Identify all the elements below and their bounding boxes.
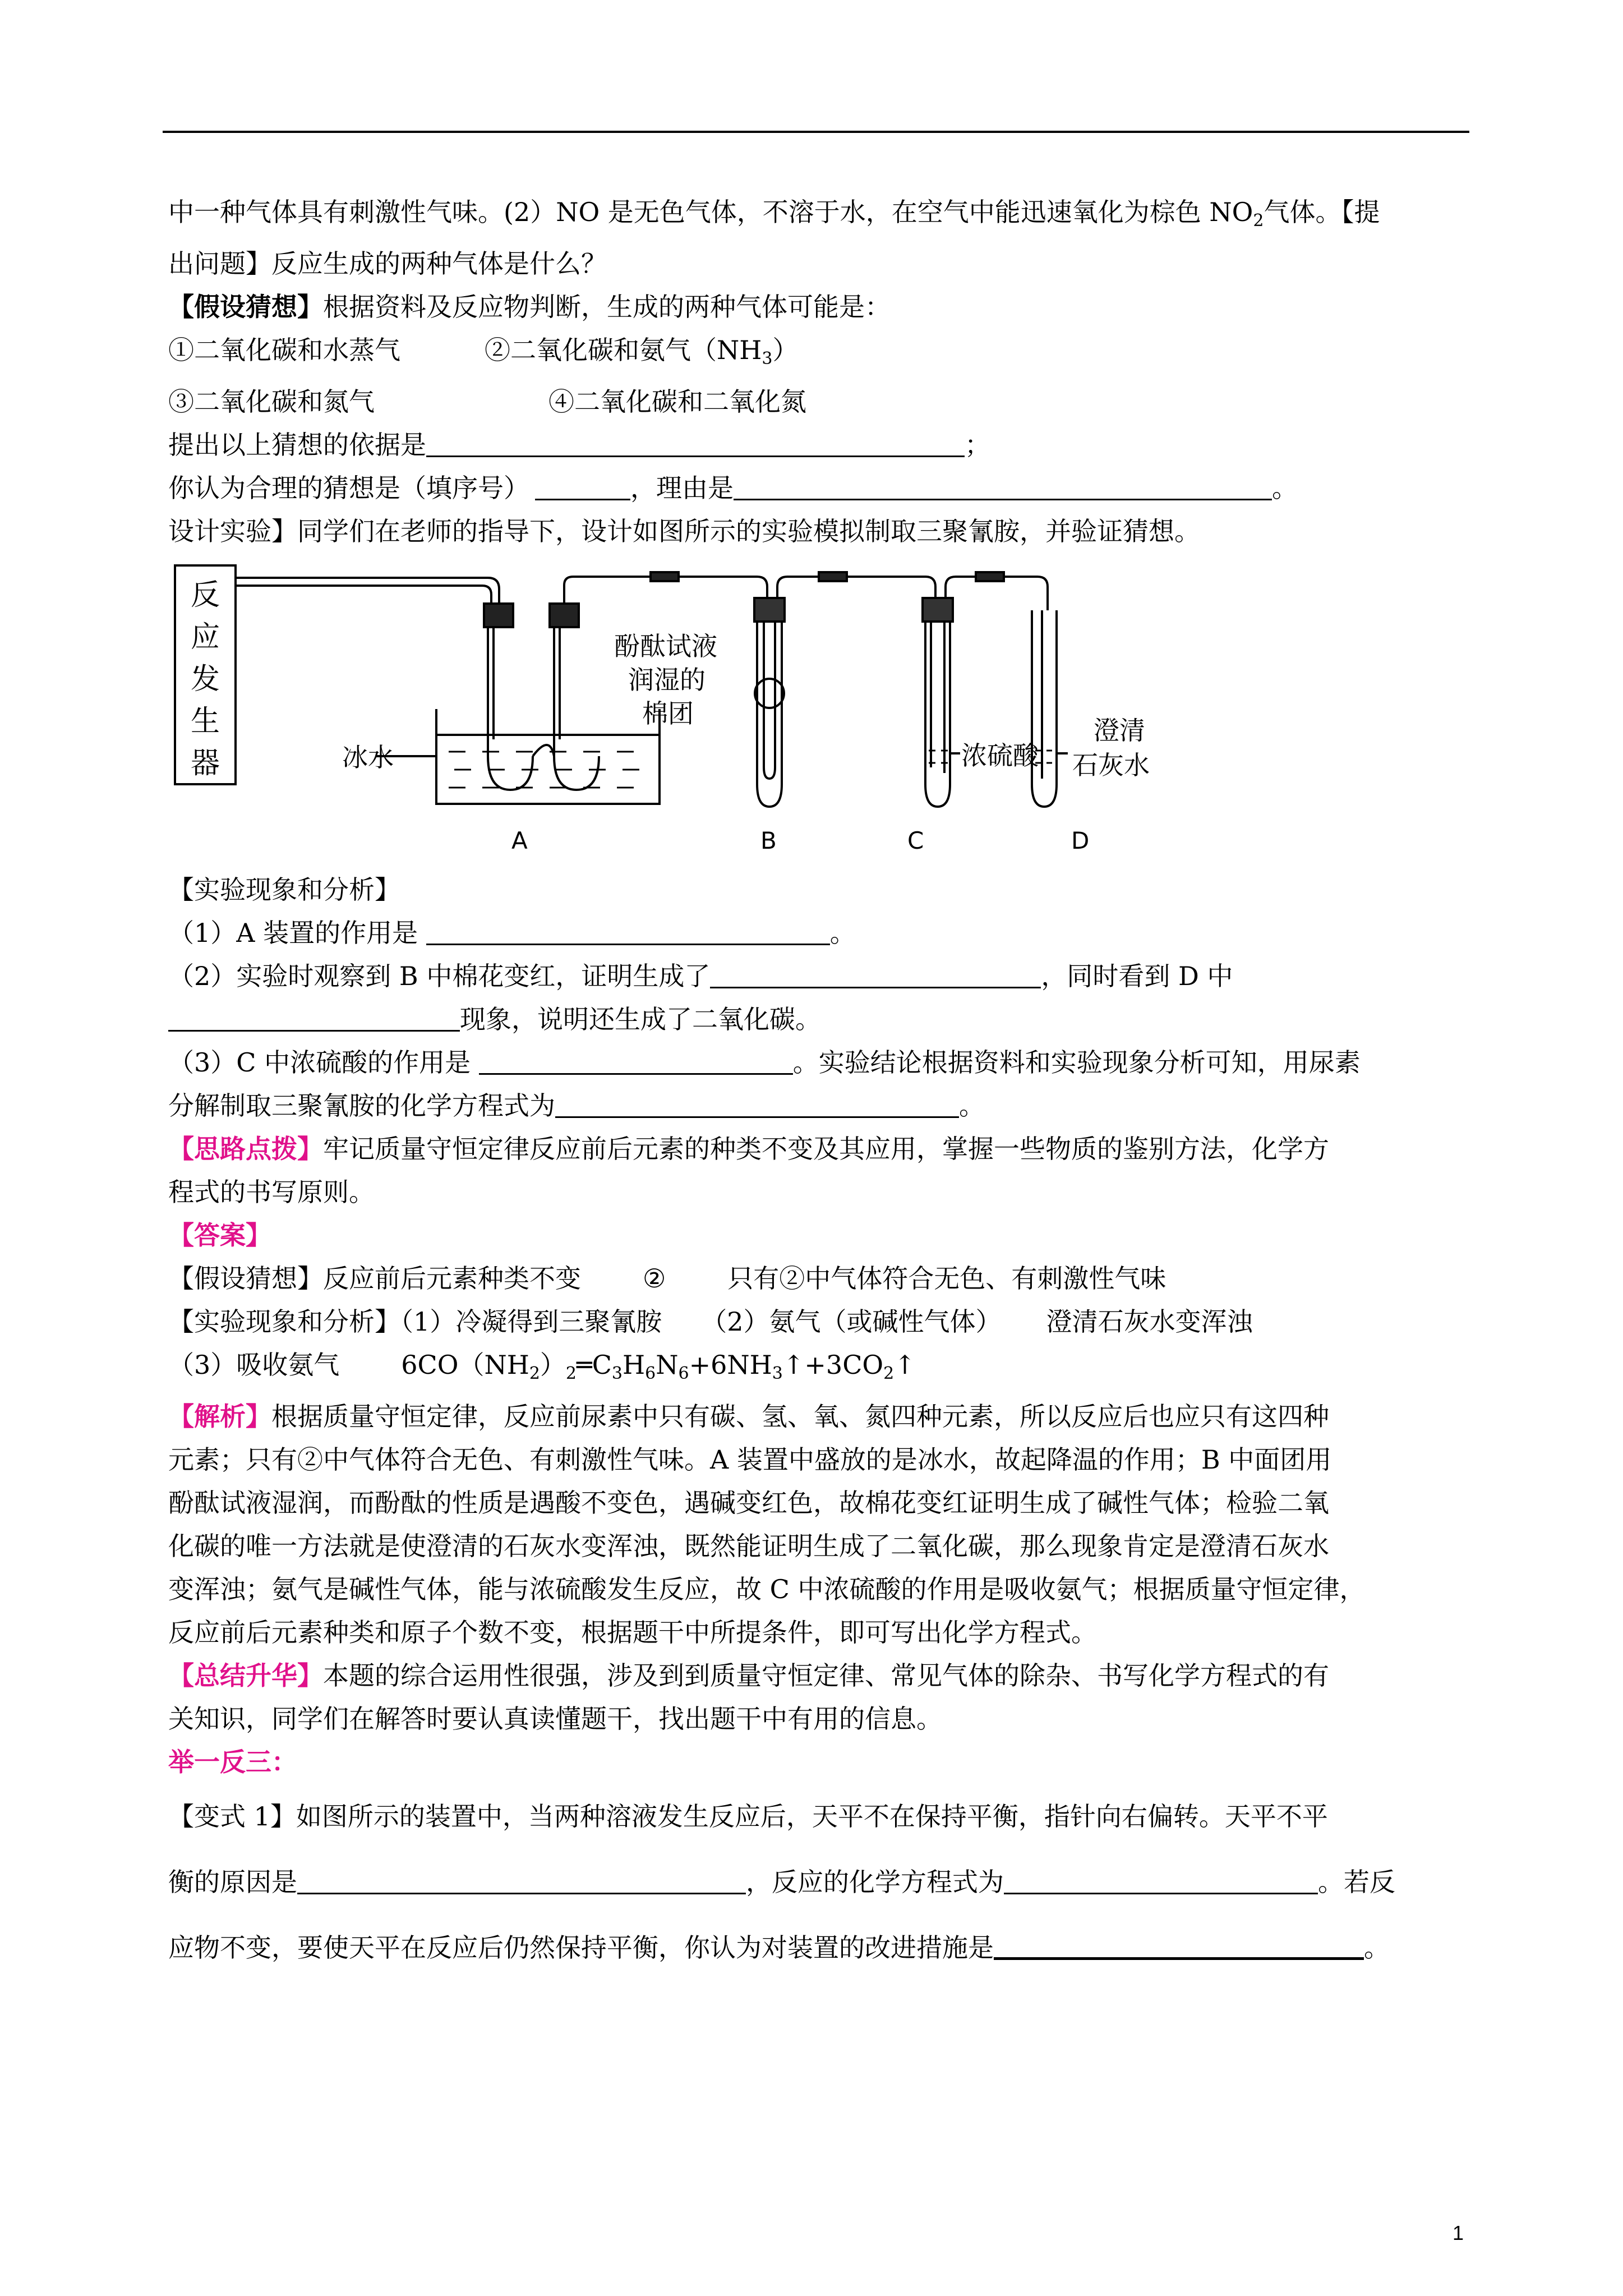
chemical-equation: $6CO(NH_2)_2═C_3H_6N_6+6NH_3↑+3CO_2↑$ — [401, 1350, 916, 1383]
variant-1-line-2: 衡的原因是 ，反应的化学方程式为 。若反 — [168, 1867, 1395, 1897]
apparatus-label-d: D — [1071, 827, 1090, 854]
tips-line-2: 程式的书写原则。 — [168, 1177, 375, 1207]
phenol-label: 润湿的 — [628, 665, 706, 695]
header-rule — [163, 131, 1469, 133]
limewater-label: 澄清 — [1094, 715, 1145, 746]
hypothesis-options-2 — [168, 380, 1475, 424]
answer-blank[interactable] — [168, 1005, 460, 1032]
analysis-title: 【实验现象和分析】 — [168, 875, 400, 905]
generator-char: 器 — [191, 747, 220, 780]
limewater-label: 石灰水 — [1072, 750, 1150, 780]
generator-char: 反 — [191, 578, 220, 612]
answer-title: 【答案】 — [168, 1220, 271, 1250]
phenol-label: 酚酞试液 — [614, 631, 717, 661]
beaker-a — [436, 709, 660, 804]
option-3: ③二氧化碳和氮气 — [168, 386, 375, 417]
generator-char: 应 — [191, 620, 220, 654]
tips-title: 【思路点拨】 — [168, 1134, 323, 1164]
option-1: ①二氧化碳和水蒸气 — [168, 335, 400, 365]
basis-line: 提出以上猜想的依据是 ； — [168, 430, 990, 460]
answer-blank[interactable] — [535, 474, 630, 500]
apparatus-label-c: C — [907, 827, 924, 854]
summary-line-1: 【总结升华】本题的综合运用性很强，涉及到到质量守恒定律、常见气体的除杂、书写化学方程式的有 — [168, 1660, 1329, 1691]
tube-d — [1032, 610, 1057, 807]
hypothesis-title: 【假设猜想】 — [168, 292, 323, 322]
answer-blank[interactable] — [555, 1092, 959, 1118]
explain-line-4: 化碳的唯一方法就是使澄清的石灰水变浑浊，既然能证明生成了二氧化碳，那么现象肯定是澄清石灰水 — [168, 1531, 1329, 1561]
answer-analysis: 【实验现象和分析】（1）冷凝得到三聚氰胺 （2）氨气（或碱性气体） 澄清石灰水变浑浊 — [168, 1306, 1253, 1337]
answer-blank[interactable] — [297, 1868, 746, 1894]
explain-line-1: 【解析】根据质量守恒定律，反应前尿素中只有碳、氢、氧、氮四种元素，所以反应后也应只有这四种 — [168, 1401, 1329, 1432]
answer-blank[interactable] — [1004, 1868, 1318, 1894]
summary-line-2: 关知识，同学们在解答时要认真读懂题干，找出题干中有用的信息。 — [168, 1704, 942, 1734]
explain-line-5: 变浑浊；氨气是碱性气体，能与浓硫酸发生反应，故 C 中浓硫酸的作用是吸收氨气；根据质量守恒定律， — [168, 1574, 1366, 1604]
answer-blank[interactable] — [710, 962, 1041, 988]
hypothesis-line: 【假设猜想】根据资料及反应物判断，生成的两种气体可能是： — [168, 292, 891, 322]
apparatus-svg — [168, 554, 1234, 868]
intro-line-1: 中一种气体具有刺激性气味。(2）NO 是无色气体，不溶于水，在空气中能迅速氧化为棕色 $NO_2$气体。【提 — [168, 197, 1380, 231]
analysis-q3: （3）C 中浓硫酸的作用是 。实验结论根据资料和实验现象分析可知，用尿素 — [168, 1047, 1361, 1078]
answer-blank[interactable] — [994, 1932, 1364, 1960]
intro-line-2: 出问题】反应生成的两种气体是什么？ — [168, 249, 607, 279]
explain-line-2: 元素；只有②中气体符合无色、有刺激性气味。A 装置中盛放的是冰水，故起降温的作用；B 中面团用 — [168, 1444, 1332, 1475]
generator-char: 生 — [191, 705, 220, 738]
design-line: 设计实验】同学们在老师的指导下，设计如图所示的实验模拟制取三聚氰胺，并验证猜想。 — [168, 516, 1200, 546]
explain-line-6: 反应前后元素种类和原子个数不变，根据题干中所提条件，即可写出化学方程式。 — [168, 1617, 1097, 1648]
option-2: ②二氧化碳和氨气$(NH_3)$ — [485, 335, 799, 369]
conc-acid-label: 浓硫酸 — [961, 740, 1039, 771]
phenol-label: 棉团 — [642, 698, 694, 729]
choice-line: 你认为合理的猜想是（填序号） ，理由是 。 — [168, 473, 1298, 503]
apparatus-diagram — [168, 554, 1234, 868]
practice-title: 举一反三： — [168, 1747, 297, 1777]
answer-blank[interactable] — [734, 474, 1272, 500]
hypothesis-options-1 — [168, 329, 1475, 380]
explain-line-3: 酚酞试液湿润，而酚酞的性质是遇酸不变色，遇碱变红色，故棉花变红证明生成了碱性气体；检验二氧 — [168, 1488, 1329, 1518]
analysis-q2: （2）实验时观察到 B 中棉花变红，证明生成了 ，同时看到 D 中 — [168, 961, 1233, 991]
analysis-q2-line2: 现象，说明还生成了二氧化碳。 — [168, 998, 1475, 1041]
summary-title: 【总结升华】 — [168, 1660, 323, 1691]
answer-blank[interactable] — [426, 919, 830, 945]
variant-1-line-1: 【变式 1】如图所示的装置中，当两种溶液发生反应后，天平不在保持平衡，指针向右偏转。天平不平 — [168, 1801, 1328, 1832]
answer-hypothesis: 【假设猜想】反应前后元素种类不变 ② 只有②中气体符合无色、有刺激性气味 — [168, 1263, 1166, 1294]
variant-1-line-3: 应物不变，要使天平在反应后仍然保持平衡，你认为对装置的改进措施是 。 — [168, 1932, 1390, 1963]
page-number: 1 — [1453, 2221, 1464, 2244]
analysis-q3-line2: 分解制取三聚氰胺的化学方程式为 。 — [168, 1091, 985, 1121]
document-body — [168, 191, 1475, 1970]
answer-blank[interactable] — [479, 1048, 793, 1075]
answer-equation-line: （3）吸收氨气 $6CO(NH_2)_2═C_3H_6N_6+6NH_3↑+3CO_2↑$ — [168, 1350, 916, 1383]
tube-c — [925, 622, 950, 807]
analysis-q1: （1）A 装置的作用是 。 — [168, 918, 856, 948]
generator-char: 发 — [191, 662, 220, 696]
apparatus-label-b: B — [760, 827, 777, 854]
option-4: ④二氧化碳和二氧化氮 — [548, 386, 806, 417]
explain-title: 【解析】 — [168, 1401, 271, 1432]
apparatus-label-a: A — [511, 827, 528, 854]
answer-blank[interactable] — [426, 431, 965, 457]
ice-water-label: 冰水 — [342, 742, 394, 772]
tips-line-1: 【思路点拨】牢记质量守恒定律反应前后元素的种类不变及其应用，掌握一些物质的鉴别方法，化学方 — [168, 1134, 1329, 1164]
